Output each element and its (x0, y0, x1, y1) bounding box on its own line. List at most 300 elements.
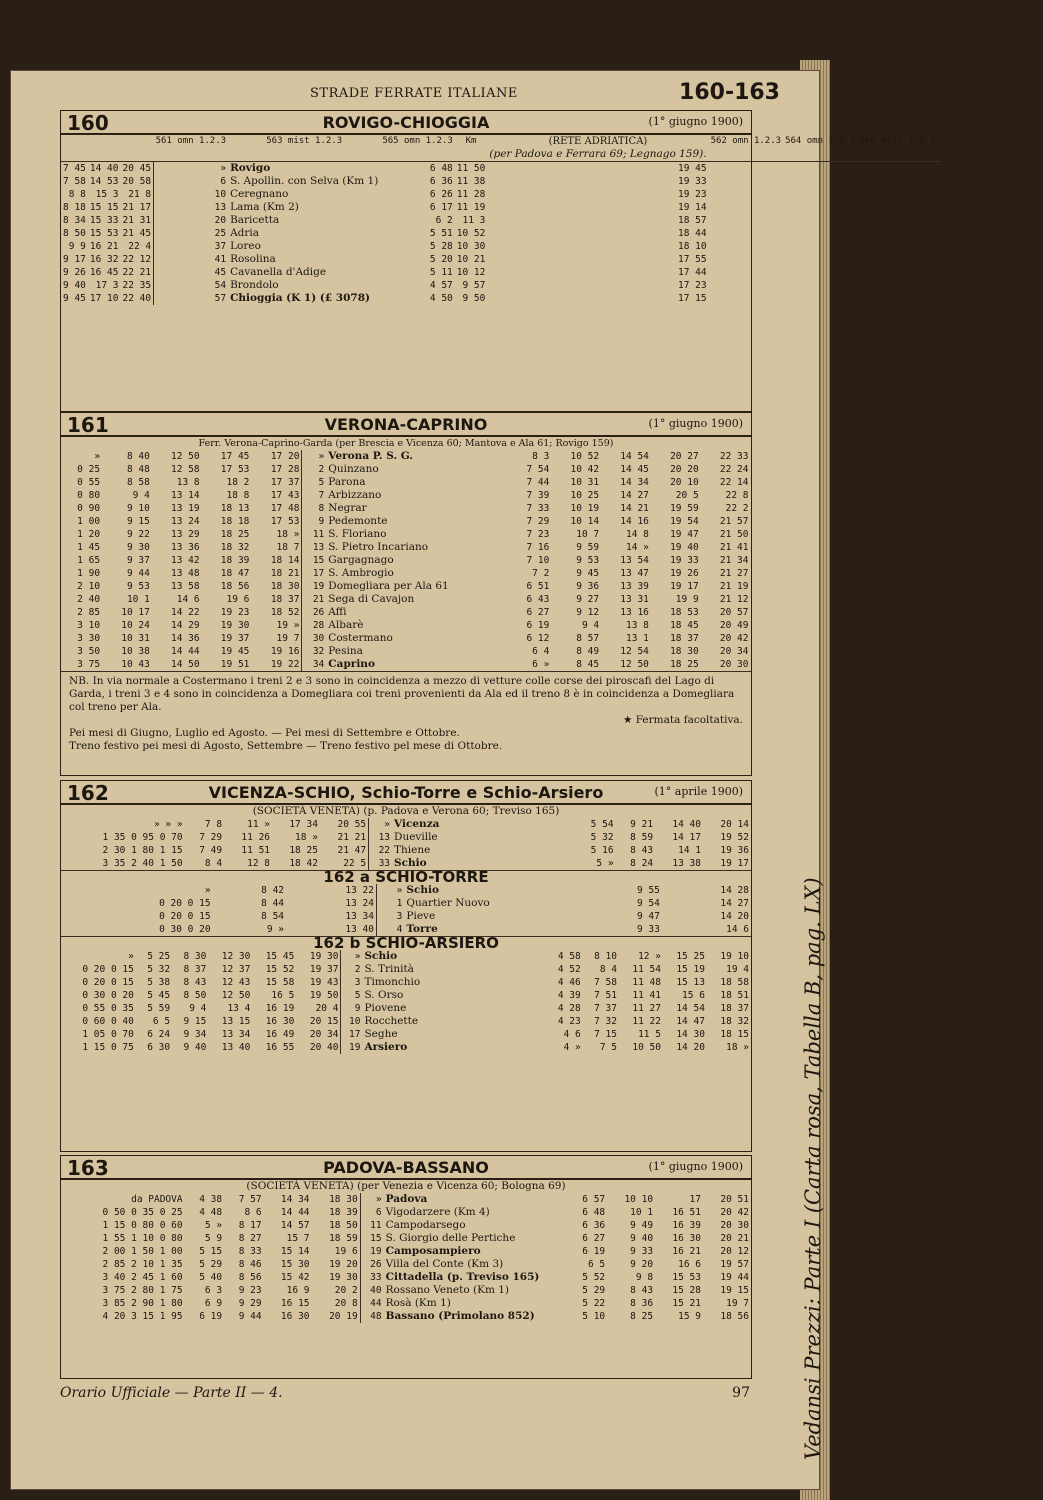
cell-c: 13 34 (221, 1029, 251, 1040)
station-name: Bassano (Primolano 852) (385, 1310, 535, 1322)
note-holiday: Treno festivo pei mesi di Agosto, Settembre (69, 740, 303, 752)
cell-e: 20 15 (309, 1016, 339, 1027)
cell-r1: 4 50 (429, 293, 453, 304)
cell-r3: 11 27 (632, 1003, 661, 1014)
cell-r2: 8 43 (630, 845, 654, 856)
cell-km: 44 (360, 1297, 383, 1310)
cell-a: 5 40 (199, 1272, 223, 1283)
cell-km: 26 (302, 606, 326, 619)
cell-c: 19 23 (220, 607, 250, 618)
cell-b: 12 50 (171, 451, 200, 462)
cell-b: 12 58 (171, 464, 200, 475)
cell-b: 8 50 (183, 990, 207, 1001)
cell-e: 19 50 (309, 990, 339, 1001)
table-row (61, 463, 751, 476)
table-row (61, 632, 751, 645)
cell-r1: 5 54 (590, 819, 614, 830)
cell-r3: 11 54 (632, 964, 661, 975)
cell-r1: 4 39 (557, 990, 581, 1001)
timetable (61, 450, 751, 671)
cell-a: 7 29 (199, 832, 223, 843)
cell-r2: 8 45 (576, 659, 600, 670)
cell-d: 21 47 (337, 845, 367, 856)
cell-r4: 15 6 (682, 990, 705, 1001)
station-name: Rosà (Km 1) (385, 1297, 451, 1309)
cell-r3: 17 23 (678, 280, 707, 291)
cell-r2: 10 52 (570, 451, 600, 462)
cell-b: 8 33 (238, 1246, 262, 1257)
cell-t2: 15 33 (89, 215, 119, 226)
cell-r4: 18 45 (670, 620, 699, 631)
cell-d: 17 37 (270, 477, 300, 488)
cell-r1: 7 23 (526, 529, 550, 540)
cell-km: 6 (360, 1206, 383, 1219)
cell-r3: 14 45 (620, 464, 649, 475)
cell-r1: 6 48 (429, 163, 453, 174)
cell-d: 18 39 (329, 1207, 358, 1218)
section-title: VICENZA-SCHIO, Schio-Torre e Schio-Arsiero (208, 783, 604, 802)
cell-r2: 9 20 (630, 1259, 654, 1270)
cell-c: 19 45 (220, 646, 250, 657)
station-name: Costermano (328, 632, 393, 644)
page-header (60, 80, 780, 106)
cell-r2: 10 7 (576, 529, 600, 540)
station-name: Rovigo (230, 162, 271, 174)
cell-r5: 19 10 (720, 951, 749, 962)
station-name: Schio (364, 950, 398, 962)
cell-t2: 14 40 (89, 163, 119, 174)
cell-r4: 20 27 (670, 451, 699, 462)
cell-p: 4 20 3 15 1 95 (102, 1311, 183, 1322)
cell-r4: 14 20 (676, 1042, 705, 1053)
via: (per Venezia e Vicenza 60; Bologna 69) (357, 1180, 566, 1192)
cell-r3: 13 8 (626, 620, 649, 631)
cell-a: 9 53 (126, 581, 150, 592)
cell-a: 6 5 (152, 1016, 171, 1027)
table-body (61, 162, 941, 306)
cell-b: 9 40 (183, 1042, 207, 1053)
cell-c: 13 40 (221, 1042, 251, 1053)
cell-r2: 14 20 (720, 911, 749, 922)
cell-a: 10 43 (121, 659, 150, 670)
train-header: 562 omn 1.2.3 (709, 135, 783, 162)
cell-c: 15 30 (280, 1259, 310, 1270)
cell-t3: 20 58 (122, 176, 152, 187)
cell-c: 12 37 (221, 964, 251, 975)
table-row (61, 1015, 751, 1028)
table-row (61, 1219, 751, 1232)
cell-r4: 20 42 (720, 1207, 749, 1218)
cell-p: 2 10 (77, 581, 101, 592)
cell-d: 20 2 (334, 1285, 358, 1296)
cell-t1: 8 8 (68, 189, 86, 200)
cell-a: 8 48 (126, 464, 150, 475)
table-row (61, 253, 941, 266)
cell-r2: 8 10 (594, 951, 617, 962)
cell-r3: 14 17 (672, 832, 701, 843)
cell-r4: 19 9 (675, 594, 699, 605)
cell-b: 8 56 (238, 1272, 262, 1283)
cell-r2: 9 21 (630, 819, 654, 830)
cell-km: 6 (154, 175, 228, 188)
cell-r2: 8 24 (630, 858, 654, 869)
cell-t3: 22 35 (122, 280, 152, 291)
cell-d: 20 55 (337, 819, 367, 830)
cell-b: 9 44 (238, 1311, 262, 1322)
cell-r1: 6 26 (429, 189, 453, 200)
cell-p: 3 30 (77, 633, 101, 644)
cell-p: » (94, 451, 101, 462)
table-row (61, 279, 941, 292)
cell-km: 3 (376, 910, 404, 923)
section-date: (1° aprile 1900) (654, 785, 743, 798)
station-name: Gargagnago (328, 554, 394, 566)
cell-r1: 9 54 (636, 898, 660, 909)
cell-r3: 11 48 (632, 977, 661, 988)
cell-a: 9 44 (126, 568, 150, 579)
station-name: Baricetta (230, 214, 280, 226)
station-name: Timonchio (364, 976, 421, 988)
cell-r4: 19 17 (720, 858, 749, 869)
cell-c: 19 30 (220, 620, 250, 631)
cell-r1: 4 58 (557, 951, 581, 962)
station-name: Chioggia (K 1) (£ 3078) (230, 292, 370, 304)
table-body (61, 884, 751, 936)
cell-b: 14 44 (171, 646, 200, 657)
station-name: S. Pietro Incariano (328, 541, 429, 553)
cell-km: 17 (341, 1028, 363, 1041)
cell-r4: 15 25 (676, 951, 705, 962)
cell-r3: 14 » (626, 542, 649, 553)
cell-r1: 7 16 (526, 542, 550, 553)
station-name: Brondolo (230, 279, 279, 291)
section-body (61, 437, 751, 756)
cell-r4: 20 51 (720, 1194, 749, 1205)
cell-b: 14 50 (171, 659, 200, 670)
cell-r3: 19 33 (678, 176, 707, 187)
cell-r3: 18 57 (678, 215, 707, 226)
cell-d: 19 20 (329, 1259, 358, 1270)
cell-r1: 6 5 (587, 1259, 606, 1270)
cell-r5: 18 » (726, 1042, 749, 1053)
section-number: 160 (67, 111, 109, 135)
cell-a: 5 9 (204, 1233, 223, 1244)
cell-r1: 7 10 (526, 555, 550, 566)
station-name: Vicenza (394, 818, 440, 830)
train-header: 566 mist 1.2.3 (858, 135, 938, 162)
cell-km: 28 (302, 619, 326, 632)
cell-km: 9 (302, 515, 326, 528)
cell-a: 5 32 (147, 964, 171, 975)
cell-km: 15 (360, 1232, 383, 1245)
cell-t1: 9 17 (63, 254, 86, 265)
cell-r1: 4 46 (557, 977, 581, 988)
cell-r2: 10 30 (456, 241, 486, 252)
subsection-title-b: 162 b SCHIO-ARSIERO (61, 936, 751, 950)
cell-r2: 11 19 (456, 202, 486, 213)
cell-d: 15 52 (265, 964, 295, 975)
cell-km: » (369, 818, 392, 831)
cell-p: 3 10 (77, 620, 101, 631)
cell-r3: 17 44 (678, 267, 707, 278)
cell-r2: 9 40 (630, 1233, 654, 1244)
cell-r4: 20 30 (720, 1220, 749, 1231)
cell-t1: 9 40 (63, 280, 86, 291)
cell-p: 3 40 2 45 1 60 (102, 1272, 183, 1283)
cell-r3: 13 31 (620, 594, 649, 605)
table-row (61, 976, 751, 989)
cell-r1: 7 33 (526, 503, 550, 514)
cell-p: 1 15 0 75 (82, 1042, 134, 1053)
cell-e: 20 4 (315, 1003, 339, 1014)
cell-r2: 11 50 (456, 163, 486, 174)
cell-c: 16 15 (280, 1298, 310, 1309)
cell-c: 15 42 (280, 1272, 310, 1283)
cell-r3: 13 39 (620, 581, 649, 592)
table-row (61, 989, 751, 1002)
cell-r1: 5 28 (429, 241, 453, 252)
station-name: S. Floriano (328, 528, 387, 540)
cell-t2: 15 53 (89, 228, 119, 239)
cell-a: 5 » (204, 1220, 223, 1231)
cell-r1: 6 4 (532, 646, 550, 657)
table-row (61, 593, 751, 606)
table-row (61, 1206, 751, 1219)
cell-r2: 8 57 (576, 633, 600, 644)
cell-r2: 11 28 (456, 189, 486, 200)
cell-r2: 10 14 (570, 516, 600, 527)
station-name: Quartier Nuovo (406, 897, 490, 909)
station-name: Dueville (394, 831, 438, 843)
cell-r3: 17 (689, 1194, 701, 1205)
cell-r2: 9 45 (576, 568, 600, 579)
cell-r5: 20 57 (719, 607, 749, 618)
table-row (61, 515, 751, 528)
cell-r2: 14 28 (720, 885, 749, 896)
station-name: Pieve (406, 910, 436, 922)
cell-b: 9 23 (238, 1285, 262, 1296)
cell-r5: 21 27 (719, 568, 749, 579)
cell-d: 17 20 (270, 451, 300, 462)
cell-p: 0 80 (77, 490, 101, 501)
cell-km: 8 (302, 502, 326, 515)
note-summer: Pei mesi di Giugno, Luglio ed Agosto. (69, 727, 268, 739)
cell-r3: 18 44 (678, 228, 707, 239)
cell-r5: 21 19 (719, 581, 749, 592)
cell-km: » (154, 162, 228, 176)
company: (SOCIETÀ VENETA) (246, 1180, 354, 1192)
cell-r5: 22 33 (719, 451, 749, 462)
timetable (61, 818, 751, 870)
cell-c: 17 45 (220, 451, 250, 462)
cell-r5: 18 15 (720, 1029, 749, 1040)
cell-p: 1 20 (77, 529, 101, 540)
cell-a: 7 8 (204, 819, 223, 830)
table-row (61, 645, 751, 658)
cell-p: 1 65 (77, 555, 101, 566)
cell-r5: 18 32 (720, 1016, 749, 1027)
cell-km: » (376, 884, 404, 897)
cell-r4: 14 30 (676, 1029, 705, 1040)
cell-t2: 17 3 (95, 280, 119, 291)
station-name: Padova (385, 1193, 428, 1205)
cell-d: 16 55 (265, 1042, 295, 1053)
cell-t1: 7 58 (63, 176, 86, 187)
cell-r1: 6 17 (429, 202, 453, 213)
station-name: S. Orso (364, 989, 404, 1001)
cell-r4: 20 21 (720, 1233, 749, 1244)
table-row (61, 580, 751, 593)
cell-r1: 4 57 (429, 280, 453, 291)
cell-d: 18 30 (270, 581, 300, 592)
cell-c: 14 34 (280, 1194, 310, 1205)
station-name: Cavanella d'Adige (230, 266, 327, 278)
cell-d: 17 53 (270, 516, 300, 527)
section-date: (1° giugno 1900) (648, 1160, 743, 1173)
cell-p: 1 55 1 10 0 80 (102, 1233, 183, 1244)
cell-t1: 8 34 (63, 215, 86, 226)
cell-d: 22 5 (343, 858, 367, 869)
cell-p: 3 35 2 40 1 50 (102, 858, 183, 869)
cell-r3: 11 22 (632, 1016, 661, 1027)
cell-r2: 10 31 (570, 477, 600, 488)
cell-r5: 18 37 (720, 1003, 749, 1014)
cell-km: 37 (154, 240, 228, 253)
cell-c: 18 47 (220, 568, 250, 579)
cell-r3: 12 54 (620, 646, 649, 657)
cell-r3: 12 » (638, 951, 661, 962)
cell-d: 15 45 (265, 951, 295, 962)
cell-d: 17 48 (270, 503, 300, 514)
cell-e: 19 30 (309, 951, 339, 962)
cell-c: 18 32 (220, 542, 250, 553)
cell-c: 18 42 (289, 858, 318, 869)
note-october: Treno festivo pel mese di Ottobre. (320, 740, 503, 752)
cell-r3: 15 9 (678, 1311, 701, 1322)
section-title: VERONA-CAPRINO (324, 415, 488, 434)
station-name: Rossano Veneto (Km 1) (385, 1284, 510, 1296)
cell-c: 19 37 (220, 633, 250, 644)
cell-d: 18 14 (270, 555, 300, 566)
cell-km: 1 (376, 897, 404, 910)
table-row (61, 1028, 751, 1041)
cell-p: 2 85 (77, 607, 101, 618)
notes: NB. In via normale a Costermano i treni 2 e 3 sono in coincidenza a mezzo di vetture colle corse dei piroscafi del Lago di Garda, i treni 3 e 4 sono in coincidenza a Domegliara coi treni provenienti da Ala ed il treno 8 è in coincidenza a Domegliara col treno per Ala. ★ Fermata facoltativa. Pei mesi di Giugno, Luglio ed Agosto. — Pei mesi di Settembre e Ottobre. Treno festivo pei mesi di Agosto, Settembre — Treno festivo pel mese di Ottobre. (61, 671, 751, 756)
cell-p: 0 20 0 15 (159, 898, 211, 909)
cell-r4: 18 37 (670, 633, 699, 644)
table-row (61, 1041, 751, 1054)
cell-r4: 15 13 (676, 977, 705, 988)
cell-r4: 20 20 (670, 464, 699, 475)
page-footer (60, 1385, 750, 1405)
cell-r5: 20 49 (719, 620, 749, 631)
cell-km: 34 (302, 658, 326, 671)
cell-b: 8 27 (238, 1233, 262, 1244)
cell-r5: 21 41 (719, 542, 749, 553)
cell-t3: 21 45 (122, 228, 152, 239)
cell-r3: 13 38 (672, 858, 701, 869)
cell-p: 1 00 (77, 516, 101, 527)
cell-r1: 7 44 (526, 477, 550, 488)
cell-p: 3 50 (77, 646, 101, 657)
cell-r1: 7 2 (532, 568, 550, 579)
cell-p: 0 20 0 15 (82, 977, 134, 988)
cell-d: 18 » (276, 529, 300, 540)
cell-c: 18 25 (220, 529, 250, 540)
station-name: Vigodarzere (Km 4) (385, 1206, 490, 1218)
table-body (61, 450, 751, 671)
cell-t3: 22 21 (122, 267, 152, 278)
table-row (61, 818, 751, 831)
cell-r3: 14 21 (620, 503, 649, 514)
cell-r4: 19 40 (670, 542, 699, 553)
cell-d: 21 21 (337, 832, 367, 843)
station-name: S. Apollin. con Selva (Km 1) (230, 175, 379, 187)
cell-r2: 14 27 (720, 898, 749, 909)
cell-km: 2 (341, 963, 363, 976)
cell-r2: 14 6 (726, 924, 749, 935)
section-body (61, 135, 936, 305)
section-header (61, 781, 751, 805)
station-name: Villa del Conte (Km 3) (385, 1258, 504, 1270)
cell-b: 13 48 (171, 568, 200, 579)
table-row (61, 1271, 751, 1284)
cell-c: 19 51 (220, 659, 250, 670)
cell-r3: 14 8 (626, 529, 649, 540)
cell-e: 19 37 (309, 964, 339, 975)
cell-r1: 6 36 (582, 1220, 606, 1231)
cell-r3: 11 41 (632, 990, 661, 1001)
cell-km: » (341, 950, 363, 963)
cell-r3: 14 54 (620, 451, 649, 462)
cell-r4: 19 54 (670, 516, 699, 527)
station-name: Ceregnano (230, 188, 289, 200)
cell-b: 7 57 (238, 1194, 262, 1205)
table-row (61, 541, 751, 554)
header-title: STRADE FERRATE ITALIANE (310, 86, 518, 101)
cell-r1: 4 52 (557, 964, 581, 975)
station-name: Albarè (328, 619, 364, 631)
cell-r4: 19 52 (720, 832, 749, 843)
cell-b: 14 36 (171, 633, 200, 644)
cell-c: 15 7 (286, 1233, 310, 1244)
cell-r3: 13 16 (620, 607, 649, 618)
cell-t1: 7 45 (63, 163, 86, 174)
table-row (61, 188, 941, 201)
table-row (61, 489, 751, 502)
cell-c: 16 9 (286, 1285, 310, 1296)
table-row (61, 619, 751, 632)
cell-d: 19 16 (270, 646, 300, 657)
station-name: Schio (394, 857, 427, 869)
cell-r1: 5 10 (582, 1311, 606, 1322)
train-header: 561 omn 1.2.3 (154, 135, 228, 162)
cell-t3: 22 4 (128, 241, 152, 252)
cell-km: 5 (302, 476, 326, 489)
table-row (61, 658, 751, 671)
cell-r1: 9 55 (636, 885, 660, 896)
cell-a: 8 44 (261, 898, 285, 909)
cell-km: 25 (154, 227, 228, 240)
cell-r5: 18 51 (720, 990, 749, 1001)
station-name: Lama (Km 2) (230, 201, 299, 213)
cell-r2: 7 15 (594, 1029, 617, 1040)
cell-p: 0 25 (77, 464, 101, 475)
cell-a: 6 19 (199, 1311, 223, 1322)
cell-km: 32 (302, 645, 326, 658)
column-header-row (61, 135, 941, 162)
station-name: Thiene (394, 844, 431, 856)
